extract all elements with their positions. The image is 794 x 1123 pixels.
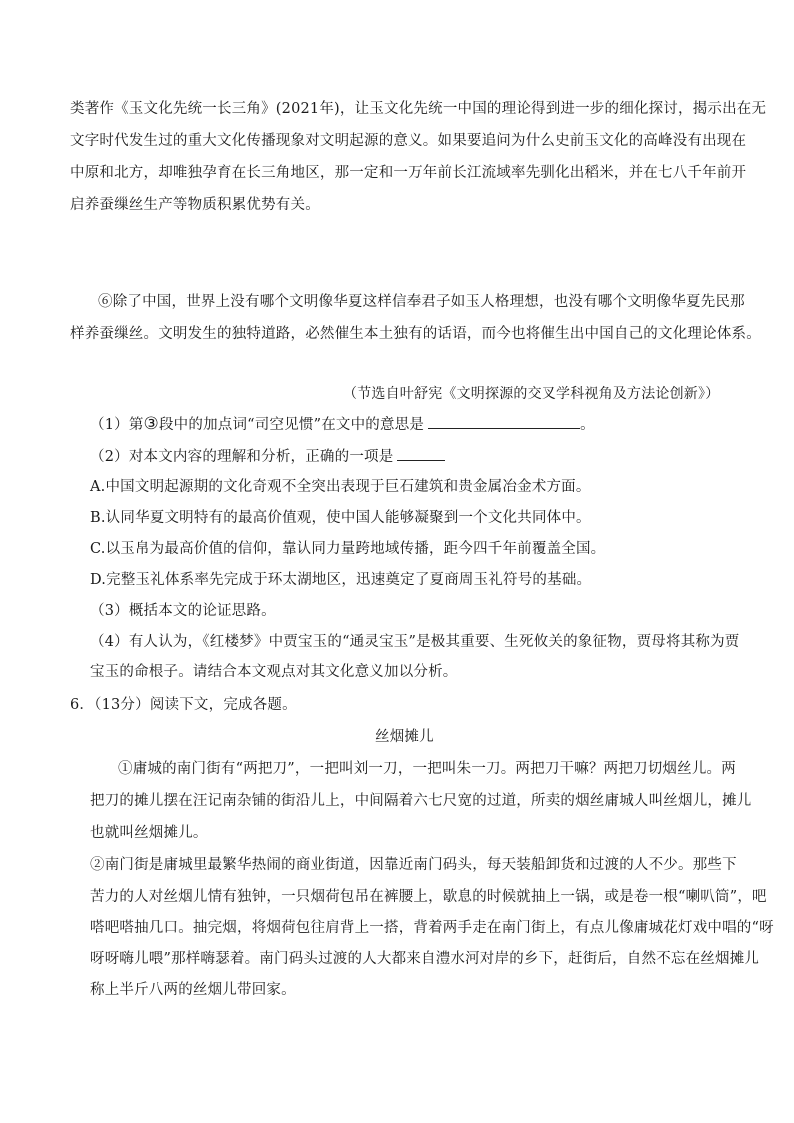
question-1-prefix: （1）第	[90, 417, 144, 433]
story-para-1-line: ①庸城的南门街有“两把刀”，一把叫刘一刀，一把叫朱一刀。两把刀干嘛？两把刀切烟丝儿。两	[118, 761, 736, 777]
question-2-text: （2）对本文内容的理解和分析，正确的一项是	[90, 449, 394, 465]
source-citation: （节选自叶舒宪《文明探源的交叉学科视角及方法论创新》）	[343, 386, 720, 402]
story-para-1-line: 把刀的摊儿摆在汪记南杂铺的街沿儿上，中间隔着六七尺宽的过道，所卖的烟丝庸城人叫丝烟儿，摊儿	[90, 793, 752, 809]
question-2	[90, 446, 445, 467]
option-d: D.完整玉礼体系率先完成于环太湖地区，迅速奠定了夏商周玉礼符号的基础。	[90, 572, 592, 588]
story-title: 丝烟摊儿	[375, 729, 434, 745]
answer-blank[interactable]	[428, 414, 580, 429]
question-1-text: 段中的加点词“司空见惯”在文中的意思是	[158, 417, 425, 433]
option-a: A.中国文明起源期的文化奇观不全突出表现于巨石建筑和贵金属冶金术方面。	[90, 479, 591, 495]
passage-line: 类著作《玉文化先统一长三角》(2021年)，让玉文化先统一中国的理论得到进一步的细化探讨，揭示出在无	[70, 101, 767, 117]
question-4-line: （4）有人认为，《红楼梦》中贾宝玉的“通灵宝玉”是极其重要、生死攸关的象征物，贾母将其称为贾	[90, 634, 740, 650]
paragraph-6-line: ⑥除了中国，世界上没有哪个文明像华夏这样信奉君子如玉人格理想，也没有哪个文明像华夏先民那	[98, 294, 745, 310]
story-para-1-line: 也就叫丝烟摊儿。	[90, 825, 208, 841]
story-para-2-line: 嗒吧嗒抽几口。抽完烟，将烟荷包往肩背上一搭，背着两手走在南门街上，有点儿像庸城花灯戏中唱的“呀	[90, 920, 774, 936]
option-c: C.以玉帛为最高价值的信仰，靠认同力量跨地域传播，距今四千年前覆盖全国。	[90, 541, 606, 557]
question-4-line: 宝玉的命根子。请结合本文观点对其文化意义加以分析。	[90, 664, 458, 680]
story-para-2-line: 称上半斤八两的丝烟儿带回家。	[90, 982, 296, 998]
circled-number-3: ③	[143, 414, 159, 434]
paragraph-6-line: 样养蚕缫丝。文明发生的独特道路，必然催生本土独有的话语，而今也将催生出中国自己的文化理论体系。	[70, 326, 761, 342]
story-para-2-line: 苦力的人对丝烟儿情有独钟，一只烟荷包吊在裤腰上，歇息的时候就抽上一锅，或是卷一根“喇叭筒”，吧	[90, 889, 767, 905]
answer-blank[interactable]	[397, 446, 445, 461]
question-6-header: 6．（13分）阅读下文，完成各题。	[70, 697, 297, 713]
question-3: （3）概括本文的论证思路。	[90, 603, 276, 619]
question-1-end: 。	[580, 417, 595, 433]
passage-line: 文字时代发生过的重大文化传播现象对文明起源的意义。如果要追问为什么史前玉文化的高峰没有出现在	[70, 133, 747, 149]
passage-line: 启养蚕缫丝生产等物质积累优势有关。	[70, 197, 320, 213]
question-1	[90, 414, 595, 435]
story-para-2-line: 呀呀嗨儿喂”那样嗨瑟着。南门码头过渡的人大都来自澧水河对岸的乡下，赶街后，自然不忘在丝烟摊儿	[90, 951, 760, 967]
option-b: B.认同华夏文明特有的最高价值观，使中国人能够凝聚到一个文化共同体中。	[90, 510, 591, 526]
passage-line: 中原和北方，却唯独孕育在长三角地区，那一定和一万年前长江流域率先驯化出稻米，并在七八千年前开	[70, 165, 747, 181]
story-para-2-line: ②南门街是庸城里最繁华热闹的商业街道，因靠近南门码头，每天装船卸货和过渡的人不少。那些下	[90, 857, 737, 873]
